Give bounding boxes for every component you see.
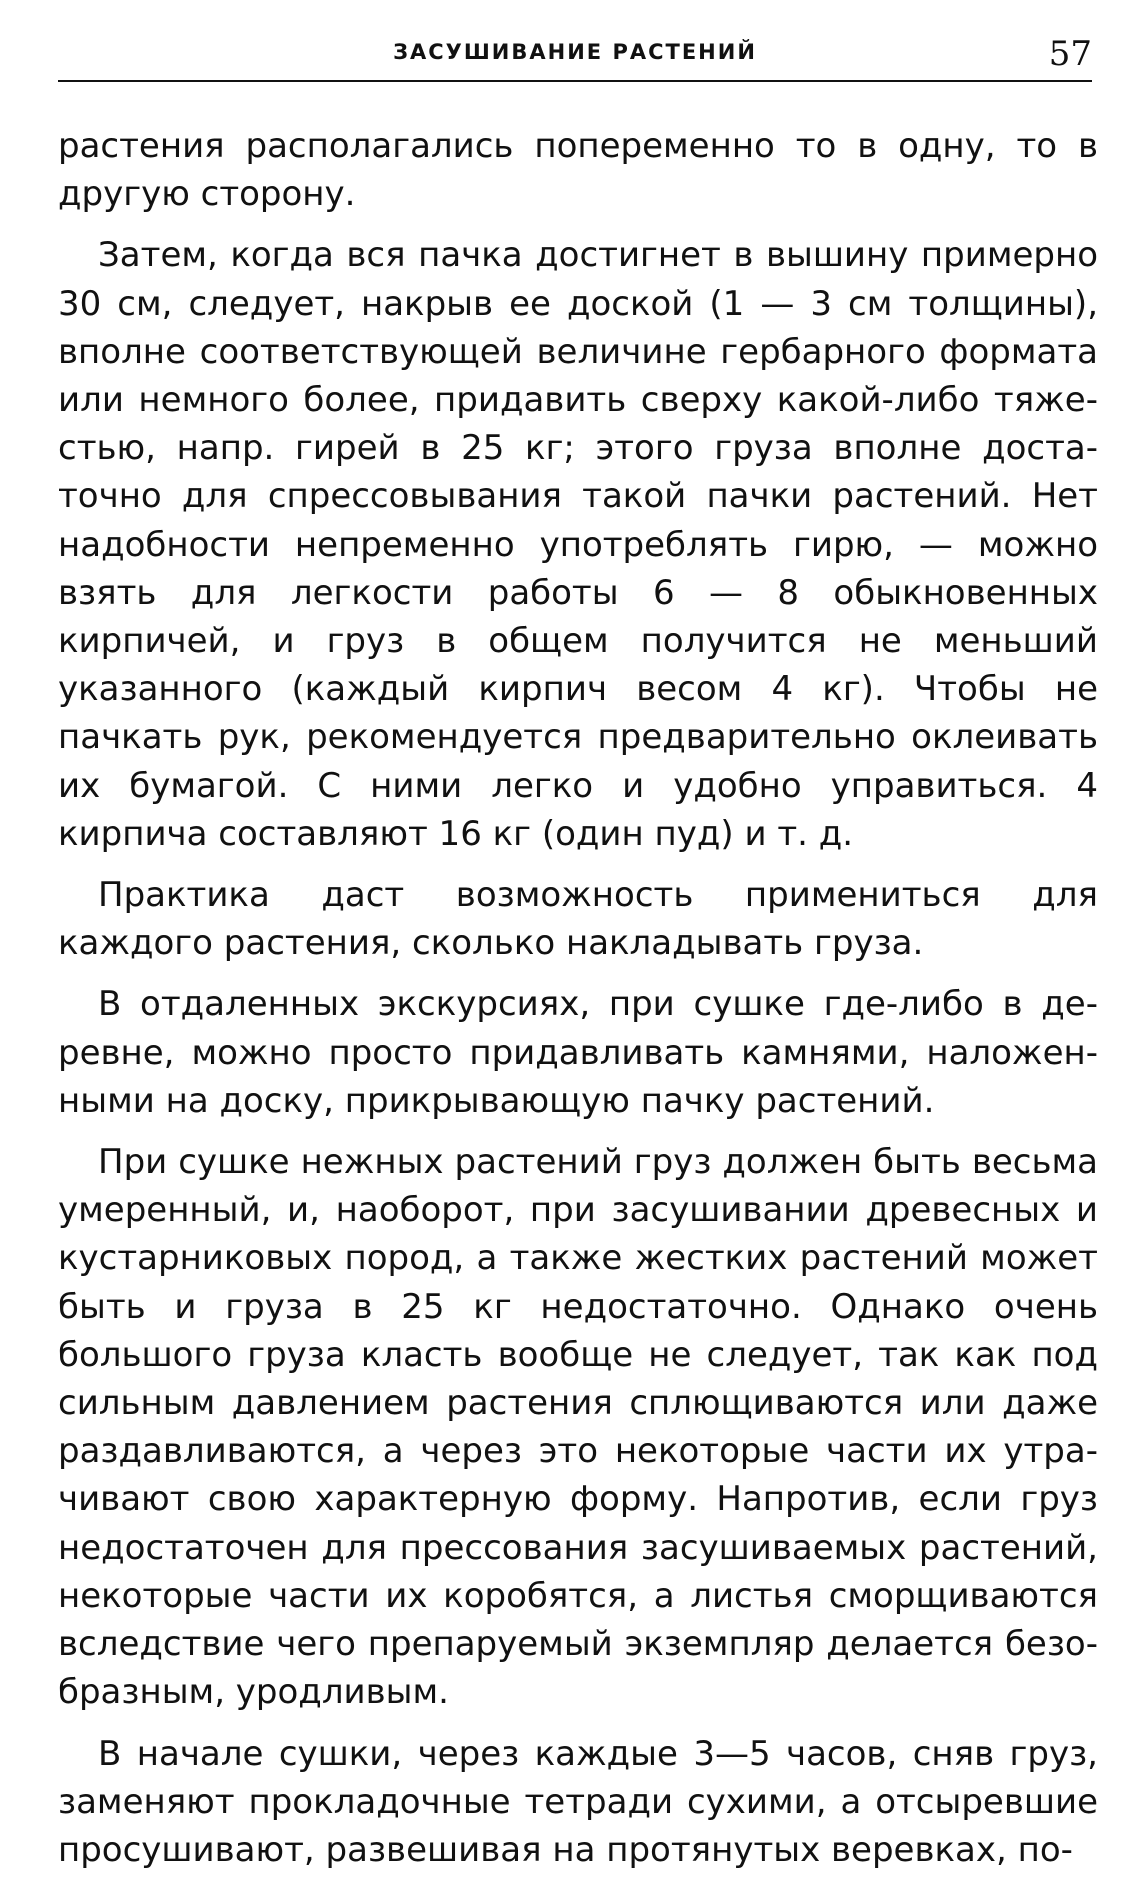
paragraph-drying-start: В начале сушки, через каждые 3—5 часов, сняв груз, заменяют прокладочные тетради сухими, а отсыревшие просушивают, развешивая на протянутых веревках, по-	[58, 1733, 1098, 1870]
running-title: ЗАСУШИВАНИЕ РАСТЕНИЙ	[393, 40, 757, 64]
body-text	[58, 122, 1098, 1887]
page-number: 57	[1048, 34, 1092, 74]
paragraph-delicate-plants: При сушке нежных растений груз должен быть весьма умеренный, и, наоборот, при засушивании древесных и кустарниковых пород, а также жестких растений может быть и груза в 25 кг недостаточно. Однако очень большого груза класть вообще не следует, так как под сильным давлением растения сплющиваются или даже раздавливаются, а через это некоторые части их утрачивают свою характерную форму. Напротив, если груз недостаточен для прессования засушиваемых растений, некоторые части их коробятся, а листья сморщиваются вследствие чего препаруемый экземпляр делается безобразным, уродливым.	[58, 1142, 1098, 1713]
paragraph-practice: Практика даст возможность примениться для каждого растения, сколько накладывать груза.	[58, 875, 1098, 964]
paragraph-press-weight: Затем, когда вся пачка достигнет в вышину примерно 30 см, следует, накрыв ее доской (1 — 3 см толщины), вполне соответствующей величине гербарного формата или немного более, придавить сверху какой-либо тяжестью, напр. гирей в 25 кг; этого груза вполне достаточно для спрессовывания такой пачки растений. Нет надобности непременно употреблять гирю, — можно взять для легкости работы 6 — 8 обыкновенных кирпичей, и груз в общем получится не меньший указанного (каждый кирпич весом 4 кг). Чтобы не пачкать рук, рекомендуется предварительно оклеивать их бумагой. С ними легко и удобно управиться. 4 кирпича составляют 16 кг (один пуд) и т. д.	[58, 235, 1098, 854]
paragraph-continuation: растения располагались попеременно то в одну, то в другую сторону.	[58, 126, 1098, 215]
running-head	[58, 30, 1092, 86]
header-rule	[58, 80, 1092, 82]
paragraph-excursions: В отдаленных экскурсиях, при сушке где-либо в деревне, можно просто придавливать камнями, наложенными на доску, прикрывающую пачку растений.	[58, 984, 1098, 1121]
